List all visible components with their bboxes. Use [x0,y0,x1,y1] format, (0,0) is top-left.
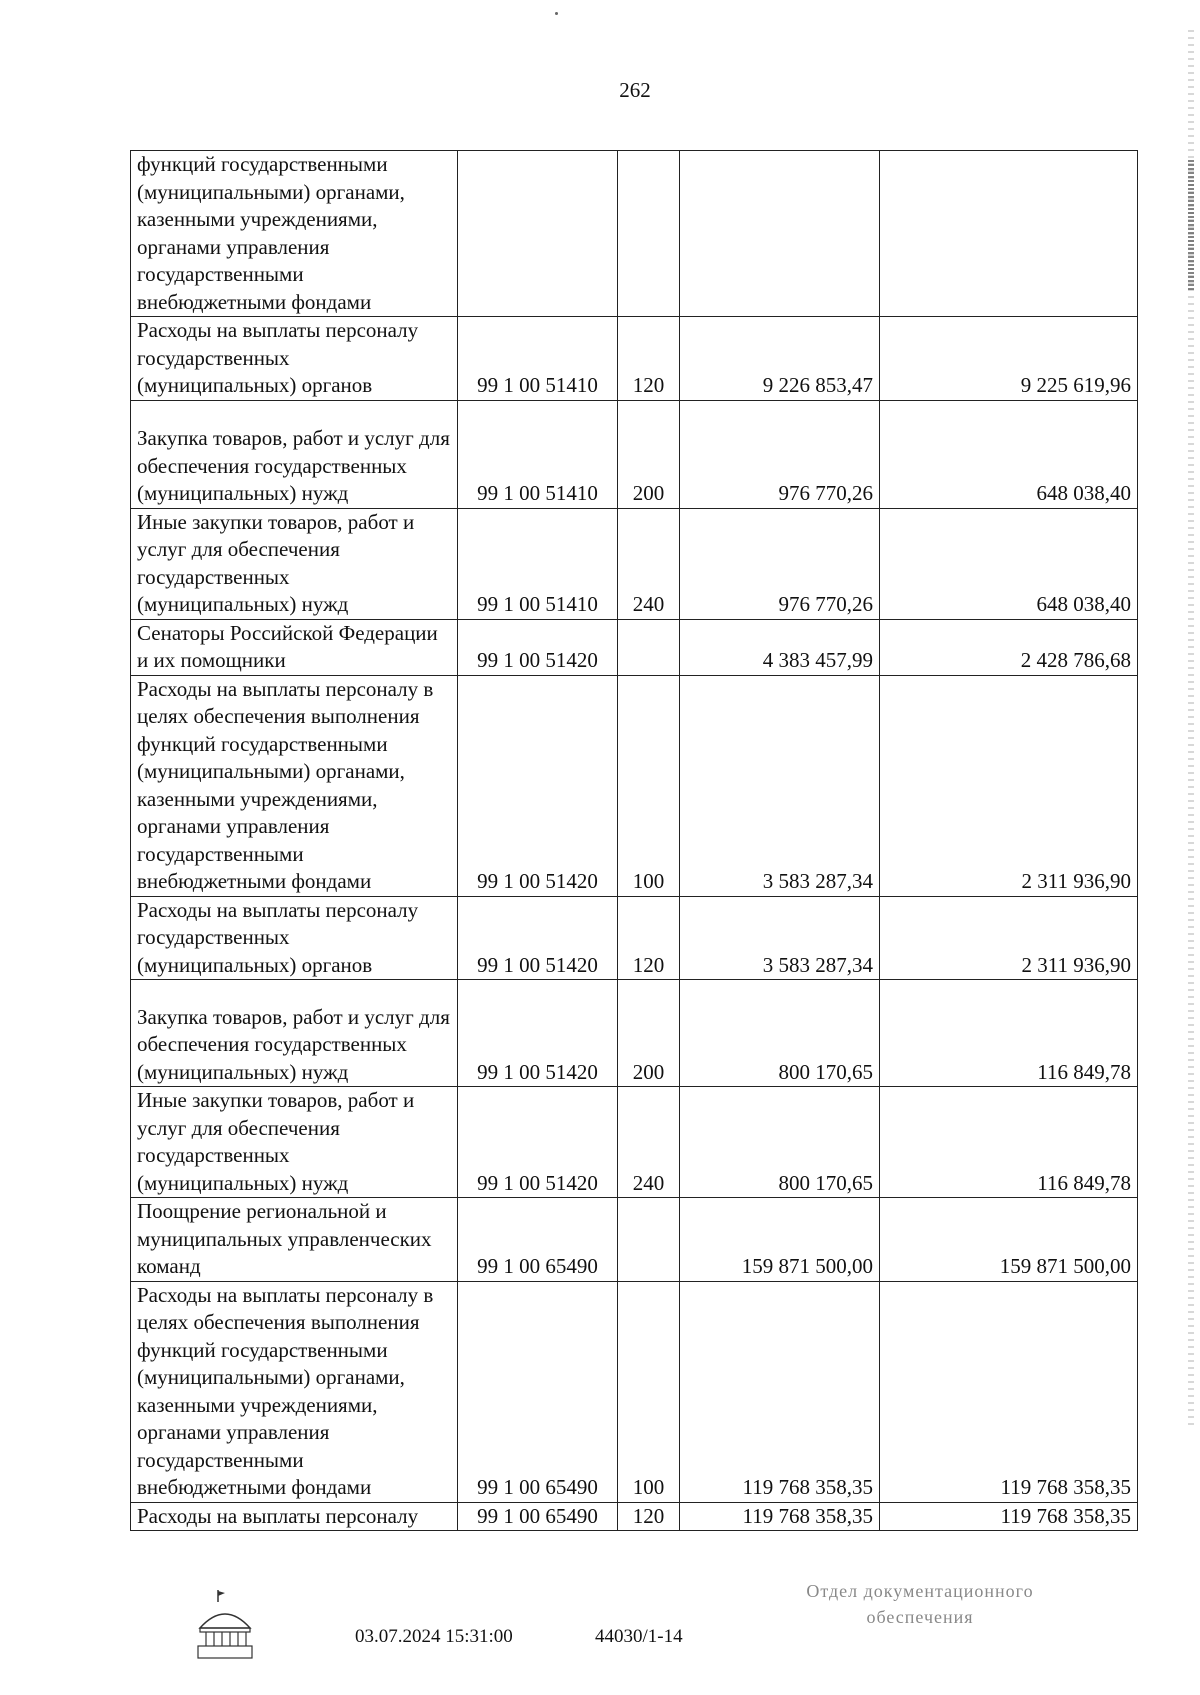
expense-name-cell: Сенаторы Российской Федерации и их помощники [131,619,458,675]
expense-name-cell: Расходы на выплаты персоналу в целях обеспечения выполнения функций государственными (муниципальными) органами, казенными учреждениями, органами управления государственными внебюджетными фондами [131,675,458,896]
expense-type-cell: 120 [618,317,680,401]
table-row [131,980,1138,1087]
plan-amount-cell: 800 170,65 [680,980,880,1087]
expense-type-cell: 120 [618,1502,680,1531]
table-row [131,508,1138,619]
expense-name-cell: Закупка товаров, работ и услуг для обеспечения государственных (муниципальных) нужд [131,400,458,508]
stamp-line-1: Отдел документационного [806,1581,1034,1601]
expense-type-cell [618,619,680,675]
expense-type-cell [618,151,680,317]
plan-amount-cell: 119 768 358,35 [680,1281,880,1502]
expense-type-cell: 240 [618,1087,680,1198]
table-row [131,1502,1138,1531]
stamp-line-2: обеспечения [866,1607,974,1627]
fact-amount-cell: 9 225 619,96 [880,317,1138,401]
expense-name-cell: функций государственными (муниципальными) органами, казенными учреждениями, органами управления государственными внебюджетными фондами [131,151,458,317]
expense-name-cell: Расходы на выплаты персоналу [131,1502,458,1531]
fact-amount-cell [880,151,1138,317]
target-code-cell [458,151,618,317]
table-row [131,1087,1138,1198]
fact-amount-cell: 648 038,40 [880,400,1138,508]
plan-amount-cell: 9 226 853,47 [680,317,880,401]
expense-type-cell: 100 [618,675,680,896]
expense-name-cell: Расходы на выплаты персоналу государственных (муниципальных) органов [131,896,458,980]
expense-type-cell: 100 [618,1281,680,1502]
expense-name-cell: Расходы на выплаты персоналу в целях обеспечения выполнения функций государственными (муниципальными) органами, казенными учреждениями, органами управления государственными внебюджетными фондами [131,1281,458,1502]
table-row [131,675,1138,896]
expense-name-cell: Иные закупки товаров, работ и услуг для обеспечения государственных (муниципальных) нужд [131,1087,458,1198]
fact-amount-cell: 159 871 500,00 [880,1198,1138,1282]
table-row [131,1198,1138,1282]
expense-type-cell: 200 [618,400,680,508]
plan-amount-cell: 4 383 457,99 [680,619,880,675]
fact-amount-cell: 119 768 358,35 [880,1502,1138,1531]
table-row [131,896,1138,980]
plan-amount-cell: 159 871 500,00 [680,1198,880,1282]
department-stamp [770,1578,1070,1630]
target-code-cell: 99 1 00 51420 [458,980,618,1087]
expense-type-cell: 120 [618,896,680,980]
plan-amount-cell: 3 583 287,34 [680,896,880,980]
scan-dot [555,12,558,15]
table-row [131,1281,1138,1502]
target-code-cell: 99 1 00 51420 [458,1087,618,1198]
scan-edge-marks-dark [1188,160,1194,290]
expense-name-cell: Расходы на выплаты персоналу государственных (муниципальных) органов [131,317,458,401]
target-code-cell: 99 1 00 51420 [458,619,618,675]
plan-amount-cell: 3 583 287,34 [680,675,880,896]
duma-emblem-icon [192,1588,258,1664]
fact-amount-cell: 2 428 786,68 [880,619,1138,675]
expense-type-cell [618,1198,680,1282]
expense-name-cell: Иные закупки товаров, работ и услуг для обеспечения государственных (муниципальных) нужд [131,508,458,619]
fact-amount-cell: 116 849,78 [880,980,1138,1087]
plan-amount-cell: 976 770,26 [680,508,880,619]
footer-date: 03.07.2024 15:31:00 [355,1626,513,1647]
plan-amount-cell: 976 770,26 [680,400,880,508]
table-row [131,151,1138,317]
footer-reg-number: 44030/1-14 [595,1626,683,1647]
target-code-cell: 99 1 00 51420 [458,675,618,896]
target-code-cell: 99 1 00 51410 [458,508,618,619]
plan-amount-cell: 119 768 358,35 [680,1502,880,1531]
target-code-cell: 99 1 00 51420 [458,896,618,980]
table-row [131,317,1138,401]
expense-type-cell: 200 [618,980,680,1087]
plan-amount-cell [680,151,880,317]
table-row [131,400,1138,508]
plan-amount-cell: 800 170,65 [680,1087,880,1198]
table-row [131,619,1138,675]
expense-name-cell: Закупка товаров, работ и услуг для обеспечения государственных (муниципальных) нужд [131,980,458,1087]
fact-amount-cell: 2 311 936,90 [880,675,1138,896]
fact-amount-cell: 116 849,78 [880,1087,1138,1198]
fact-amount-cell: 119 768 358,35 [880,1281,1138,1502]
page-number: 262 [619,78,651,102]
fact-amount-cell: 2 311 936,90 [880,896,1138,980]
target-code-cell: 99 1 00 65490 [458,1198,618,1282]
fact-amount-cell: 648 038,40 [880,508,1138,619]
target-code-cell: 99 1 00 51410 [458,317,618,401]
expense-type-cell: 240 [618,508,680,619]
expense-name-cell: Поощрение региональной и муниципальных управленческих команд [131,1198,458,1282]
target-code-cell: 99 1 00 51410 [458,400,618,508]
budget-table [130,150,1138,1531]
target-code-cell: 99 1 00 65490 [458,1502,618,1531]
target-code-cell: 99 1 00 65490 [458,1281,618,1502]
